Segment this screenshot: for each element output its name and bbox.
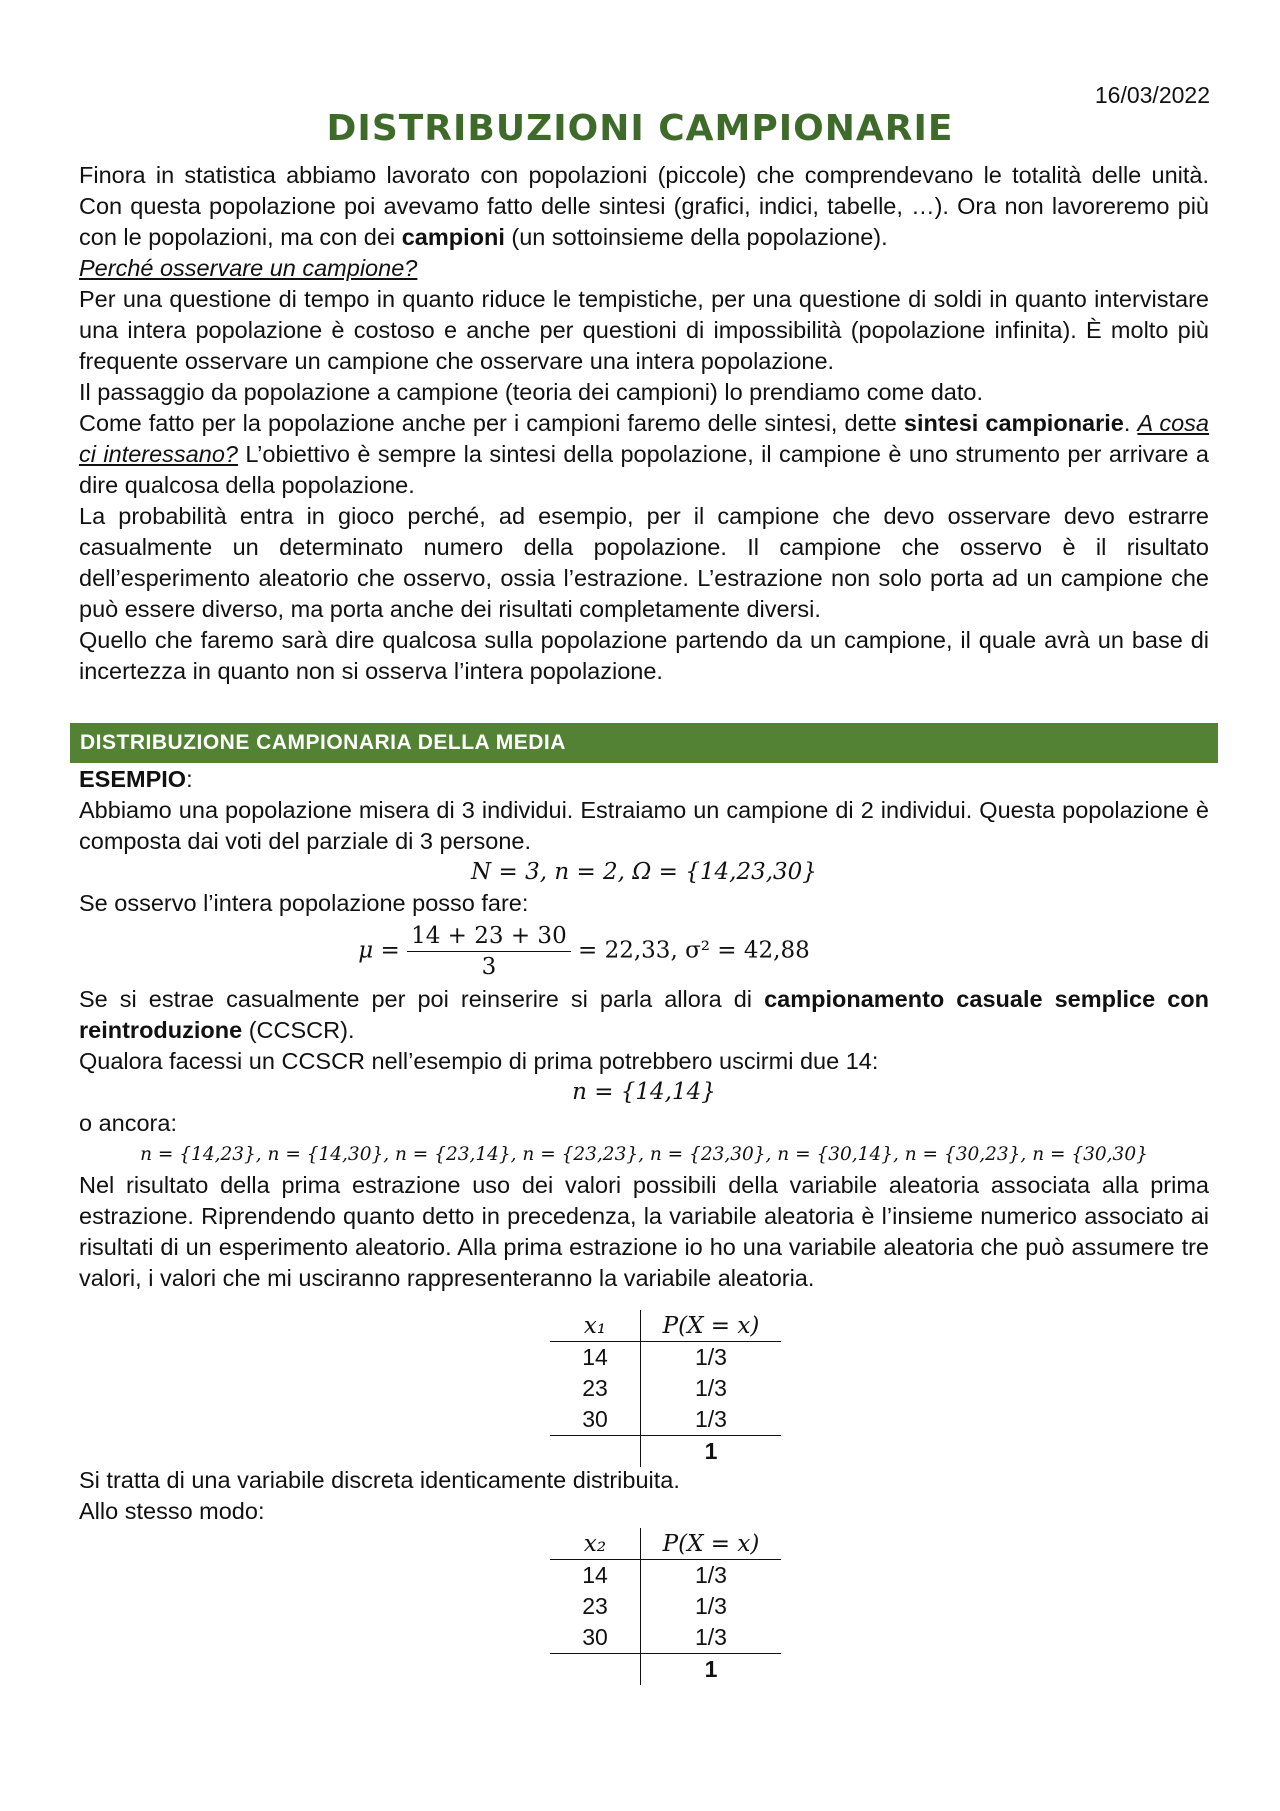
text: L’obiettivo è sempre la sintesi della popolazione, il campione è uno strumento per arrivare a dire qualcosa della popolazione. (79, 441, 1209, 498)
example-paragraph-8: Allo stesso modo: (79, 1498, 265, 1524)
example-paragraph-5: o ancora: (79, 1110, 177, 1136)
table-cell: 30 (550, 1622, 641, 1654)
intro-paragraph-1 (79, 160, 1209, 253)
after-table-text (79, 1465, 1209, 1527)
text: Come fatto per la popolazione anche per i campioni faremo delle sintesi, dette (79, 410, 904, 436)
text: μ = (358, 937, 400, 964)
table-row (550, 1342, 781, 1374)
text: (un sottoinsieme della popolazione). (504, 224, 888, 250)
table-header-cell: P(X = x) (641, 1528, 782, 1560)
intro-paragraph-4 (79, 408, 1209, 501)
example-paragraph-7: Si tratta di una variabile discreta identicamente distribuita. (79, 1467, 680, 1493)
table-cell: 14 (550, 1560, 641, 1592)
table-cell: 1/3 (695, 1375, 727, 1401)
table-header-cell: P(X = x) (641, 1310, 782, 1342)
text: Se si estrae casualmente per poi reinserire si parla allora di (79, 986, 765, 1012)
numerator: 14 + 23 + 30 (407, 921, 571, 952)
intro-paragraph-3: Il passaggio da popolazione a campione (teoria dei campioni) lo prendiamo come dato. (79, 379, 983, 405)
formula-mean (79, 921, 1209, 982)
date: 16/03/2022 (1094, 82, 1210, 108)
table-cell: 1/3 (695, 1593, 727, 1619)
fraction (407, 921, 571, 982)
formula-sample: n = {14,14} (572, 1079, 716, 1105)
table-total-row (550, 1436, 781, 1468)
text: : (186, 766, 193, 792)
example-paragraph-3 (79, 984, 1209, 1046)
table-cell: 1/3 (641, 1622, 782, 1654)
bold-term: campionamento casuale semplice con reintroduzione (79, 986, 1209, 1043)
denominator: 3 (481, 954, 497, 980)
table-row (550, 1404, 781, 1436)
bold-term: campioni (401, 224, 505, 250)
table-cell: 23 (550, 1373, 641, 1404)
table-cell: 1/3 (641, 1404, 782, 1436)
table-header-row (550, 1528, 781, 1560)
table-cell: 1/3 (695, 1344, 727, 1370)
table-total-cell: 1 (704, 1656, 718, 1682)
table-cell: 23 (550, 1591, 641, 1622)
intro-paragraph-6: Quello che faremo sarà dire qualcosa sulla popolazione partendo da un campione, il quale avrà un base di incertezza in quanto non si osserva l’intera popolazione. (79, 627, 1209, 684)
table-row (550, 1622, 781, 1654)
formula-population: N = 3, n = 2, Ω = {14,23,30} (471, 859, 817, 885)
example-text (79, 764, 1209, 1294)
table-cell: 1/3 (695, 1562, 727, 1588)
question-heading: Perché osservare un campione? (79, 255, 418, 281)
table-header-row (550, 1310, 781, 1342)
table-cell: 14 (550, 1342, 641, 1374)
table-row (550, 1373, 781, 1404)
table-cell (550, 1654, 641, 1686)
probability-table-2 (550, 1528, 781, 1685)
table-header-cell: x₂ (550, 1528, 641, 1560)
page-title: DISTRIBUZIONI CAMPIONARIE (326, 108, 954, 149)
text: (CCSCR). (242, 1017, 355, 1043)
table-row (550, 1591, 781, 1622)
formula-samples-list: n = {14,23}, n = {14,30}, n = {23,14}, n = {23,23}, n = {23,30}, n = {30,14}, n = {30,23}, n = {30,30} (140, 1144, 1148, 1165)
bold-term: sintesi campionarie (903, 410, 1124, 436)
intro-paragraph-5: La probabilità entra in gioco perché, ad esempio, per il campione che devo osservare devo estrarre casualmente un determinato numero della popolazione. Il campione che osservo è il risultato dell’esperimento aleatorio che osservo, ossia l’estrazione. L’estrazione non solo porta ad un campione che può essere diverso, ma porta anche dei risultati completamente diversi. (79, 503, 1209, 622)
table-cell: 30 (550, 1404, 641, 1436)
intro-paragraph-2: Per una questione di tempo in quanto riduce le tempistiche, per una questione di soldi in quanto intervistare una intera popolazione è costoso e anche per questioni di impossibilità (popolazione infinita). È molto più frequente osservare un campione che osservare una intera popolazione. (79, 286, 1209, 374)
example-paragraph-6: Nel risultato della prima estrazione uso dei valori possibili della variabile aleatoria associata alla prima estrazione. Riprendendo quanto detto in precedenza, la variabile aleatoria è l’insieme numerico associato ai risultati di un esperimento aleatorio. Alla prima estrazione io ho una variabile aleatoria che può assumere tre valori, i valori che mi usciranno rappresenteranno la variabile aleatoria. (79, 1172, 1209, 1291)
intro-text (79, 160, 1209, 687)
probability-table-1 (550, 1310, 781, 1467)
table-header-cell: x₁ (550, 1310, 641, 1342)
example-paragraph-4: Qualora facessi un CCSCR nell’esempio di prima potrebbero uscirmi due 14: (79, 1048, 879, 1074)
text: Finora in statistica abbiamo lavorato con popolazioni (piccole) che comprendevano le totalità delle unità. Con questa popolazione poi avevamo fatto delle sintesi (grafici, indici, tabelle, …). Ora non lavoreremo più con le popolazioni, ma con dei (79, 162, 1209, 250)
example-paragraph-1: Abbiamo una popolazione misera di 3 individui. Estraiamo un campione di 2 individui. Questa popolazione è composta dai voti del parziale di 3 persone. (79, 797, 1209, 854)
example-label (79, 764, 1209, 795)
question-inline: A cosa ci interessano? (79, 410, 1209, 467)
bold-term: ESEMPIO (79, 766, 187, 792)
table-cell (550, 1436, 641, 1468)
table-total-row (550, 1654, 781, 1686)
text: = 22,33, σ² = 42,88 (578, 937, 810, 964)
table-row (550, 1560, 781, 1592)
table-total-cell: 1 (704, 1438, 718, 1464)
example-paragraph-2: Se osservo l’intera popolazione posso fare: (79, 890, 529, 916)
text: . (1123, 410, 1138, 436)
section-heading: DISTRIBUZIONE CAMPIONARIA DELLA MEDIA (70, 723, 1218, 763)
